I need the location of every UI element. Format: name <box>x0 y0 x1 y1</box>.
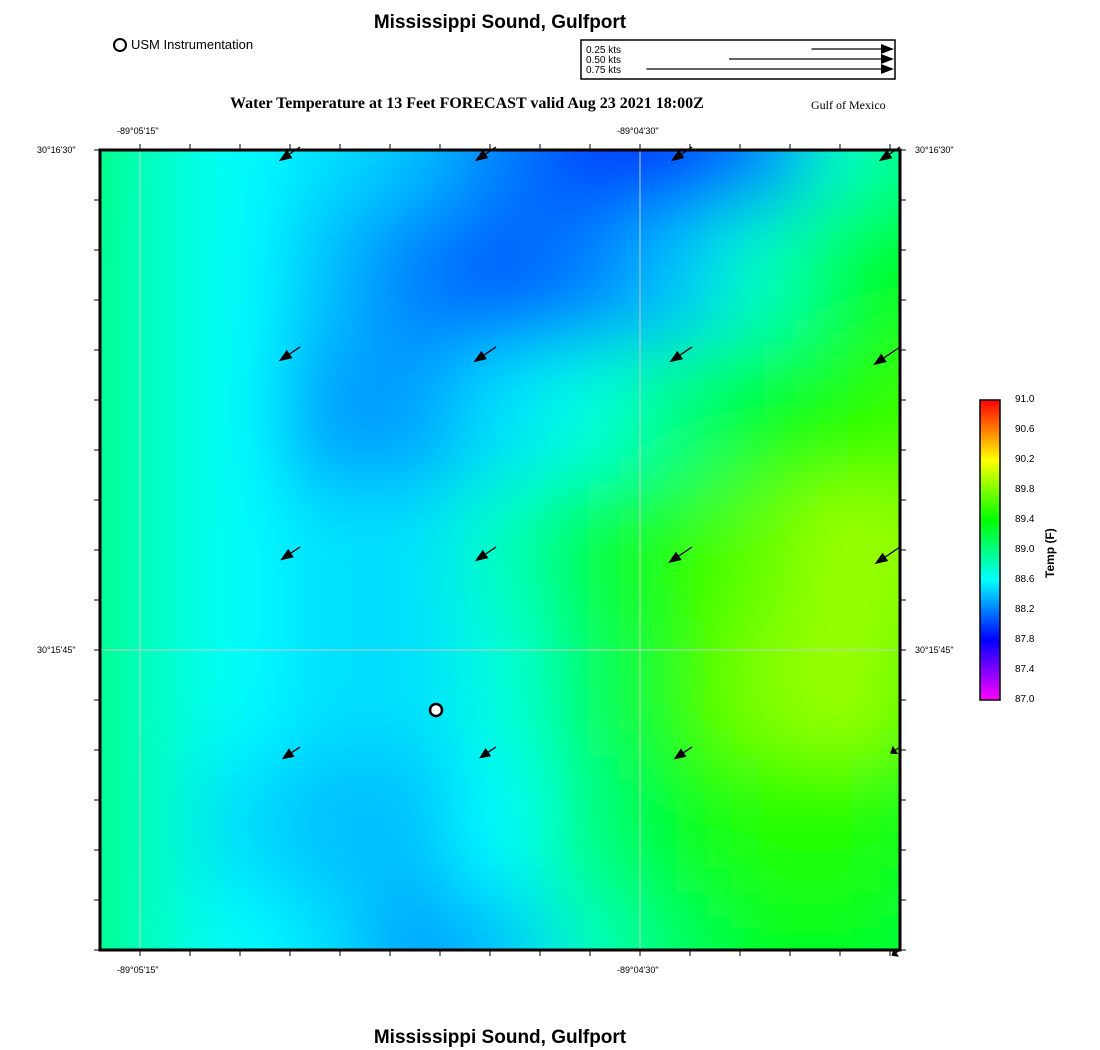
temp-cell <box>893 70 981 208</box>
temp-cell <box>20 619 108 757</box>
scale-label-075: 0.75 kts <box>586 65 622 76</box>
lon-tick-label-top-2: -89°04'30" <box>617 126 659 136</box>
temp-cell <box>369 207 457 345</box>
temp-cell <box>893 344 981 482</box>
temp-cell <box>631 344 719 482</box>
temp-cell <box>631 893 719 1031</box>
colorbar-tick-label: 89.8 <box>1015 484 1035 495</box>
region-label: Gulf of Mexico <box>811 98 886 112</box>
lon-tick-label-top-1: -89°05'15" <box>117 126 159 136</box>
temp-cell <box>195 619 283 757</box>
temp-cell <box>456 207 544 345</box>
colorbar-tick-label: 90.2 <box>1015 454 1035 465</box>
temp-cell <box>195 344 283 482</box>
temp-cell <box>631 756 719 894</box>
temperature-field <box>20 70 981 1031</box>
temp-cell <box>369 756 457 894</box>
temp-cell <box>282 70 370 208</box>
temp-cell <box>107 70 195 208</box>
lat-tick-label-right-2: 30°15'45" <box>915 645 954 655</box>
temp-cell <box>544 756 632 894</box>
temp-cell <box>806 893 894 1031</box>
temp-cell <box>893 756 981 894</box>
scale-label-050: 0.50 kts <box>586 55 622 66</box>
temp-cell <box>369 70 457 208</box>
temp-cell <box>544 207 632 345</box>
lon-tick-label-bottom-1: -89°05'15" <box>117 965 159 975</box>
scale-label-025: 0.25 kts <box>586 45 622 56</box>
temp-cell <box>456 481 544 619</box>
colorbar-tick-label: 89.0 <box>1015 544 1035 555</box>
temp-cell <box>893 619 981 757</box>
lat-tick-label-right-1: 30°16'30" <box>915 145 954 155</box>
colorbar-tick-label: 87.8 <box>1015 634 1035 645</box>
colorbar-tick-label: 88.6 <box>1015 574 1035 585</box>
temp-cell <box>806 481 894 619</box>
temp-cell <box>20 207 108 345</box>
temp-cell <box>107 893 195 1031</box>
temp-cell <box>456 70 544 208</box>
temp-cell <box>456 619 544 757</box>
temp-cell <box>718 70 806 208</box>
colorbar-tick-label: 87.4 <box>1015 664 1035 675</box>
lat-tick-label-left-2: 30°15'45" <box>37 645 76 655</box>
colorbar-tick-label: 90.6 <box>1015 424 1035 435</box>
map-footer-title: Mississippi Sound, Gulfport <box>373 1027 627 1048</box>
colorbar-tick-label: 91.0 <box>1015 394 1035 405</box>
temp-cell <box>456 893 544 1031</box>
temp-cell <box>369 344 457 482</box>
temp-cell <box>107 481 195 619</box>
temp-cell <box>718 207 806 345</box>
colorbar-gradient <box>980 400 1000 700</box>
lon-tick-label-bottom-2: -89°04'30" <box>617 965 659 975</box>
temp-cell <box>631 70 719 208</box>
colorbar-tick-label: 88.2 <box>1015 604 1035 615</box>
temp-cell <box>369 619 457 757</box>
temp-cell <box>20 893 108 1031</box>
temp-cell <box>369 893 457 1031</box>
temp-cell <box>718 344 806 482</box>
temp-cell <box>631 481 719 619</box>
temp-cell <box>544 619 632 757</box>
temp-cell <box>195 207 283 345</box>
temp-cell <box>282 756 370 894</box>
colorbar-tick-label: 89.4 <box>1015 514 1035 525</box>
station-legend-label: USM Instrumentation <box>131 37 254 52</box>
temp-cell <box>893 207 981 345</box>
temp-cell <box>631 619 719 757</box>
temp-cell <box>718 619 806 757</box>
colorbar <box>978 398 1002 704</box>
temp-cell <box>282 619 370 757</box>
temp-cell <box>456 344 544 482</box>
colorbar-tick-label: 87.0 <box>1015 694 1035 705</box>
temp-cell <box>20 70 108 208</box>
map-title: Mississippi Sound, Gulfport <box>373 12 627 33</box>
temp-cell <box>718 756 806 894</box>
temp-cell <box>544 893 632 1031</box>
temp-cell <box>806 70 894 208</box>
colorbar-title: Temp (F) <box>1043 528 1057 578</box>
temp-cell <box>107 619 195 757</box>
temp-cell <box>544 344 632 482</box>
temp-cell <box>806 756 894 894</box>
temp-cell <box>20 344 108 482</box>
temp-cell <box>369 481 457 619</box>
temp-cell <box>195 70 283 208</box>
temp-cell <box>282 207 370 345</box>
temp-cell <box>20 756 108 894</box>
temp-cell <box>806 619 894 757</box>
temp-cell <box>893 893 981 1031</box>
temp-cell <box>107 207 195 345</box>
temp-cell <box>107 344 195 482</box>
temp-cell <box>195 893 283 1031</box>
temp-cell <box>456 756 544 894</box>
temp-cell <box>631 207 719 345</box>
temp-cell <box>195 756 283 894</box>
temp-cell <box>195 481 283 619</box>
temp-cell <box>544 70 632 208</box>
usm-station-marker[interactable] <box>430 704 442 716</box>
temp-cell <box>718 481 806 619</box>
temp-cell <box>718 893 806 1031</box>
temp-cell <box>282 893 370 1031</box>
temp-cell <box>282 344 370 482</box>
temp-cell <box>544 481 632 619</box>
lat-tick-label-left-1: 30°16'30" <box>37 145 76 155</box>
temp-cell <box>107 756 195 894</box>
temp-cell <box>806 344 894 482</box>
map-subtitle: Water Temperature at 13 Feet FORECAST valid Aug 23 2021 18:00Z <box>230 95 704 112</box>
temp-cell <box>806 207 894 345</box>
